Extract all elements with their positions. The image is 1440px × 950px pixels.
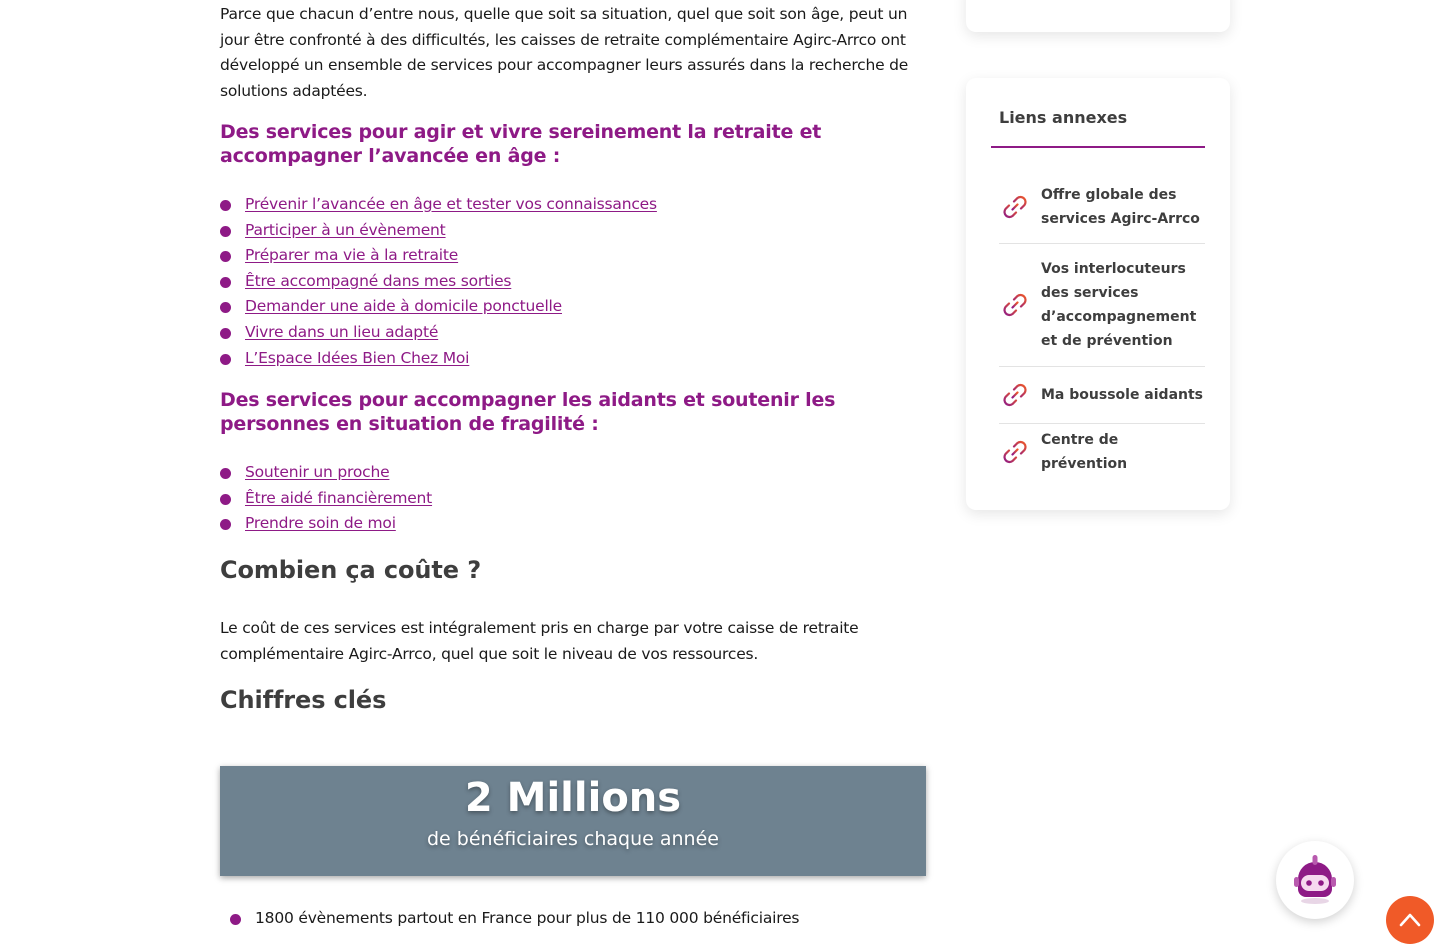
link-prendre-soin[interactable]: Prendre soin de moi <box>245 514 396 533</box>
chatbot-button[interactable] <box>1276 841 1354 919</box>
list-item <box>220 320 657 346</box>
list-item <box>230 906 799 930</box>
fact-text: 1800 évènements partout en France pour plus de 110 000 bénéficiaires <box>255 909 800 927</box>
bullet-icon <box>220 519 231 530</box>
scroll-to-top-button[interactable] <box>1386 896 1434 944</box>
link-icon <box>999 289 1031 321</box>
section-title-retraite: Des services pour agir et vivre sereinement la retraite et accompagner l’avancée en âge : <box>220 121 822 167</box>
list-item <box>220 243 657 269</box>
cost-paragraph: Le coût de ces services est intégralement pris en charge par votre caisse de retraite complémentaire Agirc-Arrco, quel que soit le niveau de vos ressources. <box>220 619 859 663</box>
link-preparer[interactable]: Préparer ma vie à la retraite <box>245 246 459 265</box>
key-figure-label: de bénéficiaires chaque année <box>427 828 719 850</box>
annex-links-title: Liens annexes <box>999 108 1128 127</box>
annex-link-label: Centre de prévention <box>1041 432 1128 472</box>
annex-link-interlocuteurs[interactable] <box>999 244 1205 367</box>
link-aide-financiere[interactable]: Être aidé financièrement <box>245 488 433 507</box>
link-espace-idees[interactable]: L’Espace Idées Bien Chez Moi <box>245 348 470 367</box>
intro-paragraph: Parce que chacun d’entre nous, quelle que soit sa situation, quel que soit son âge, peut un jour être confronté à des difficultés, les caisses de retraite complémentaire Agirc-Arrco ont développé un ensemble de services pour accompagner leurs assurés dans la recherche de solutions adaptées. <box>220 5 909 100</box>
services-list-aidants <box>220 460 432 537</box>
link-soutenir-proche[interactable]: Soutenir un proche <box>245 463 390 481</box>
key-figure-box <box>220 766 926 876</box>
link-aide-domicile[interactable]: Demander une aide à domicile ponctuelle <box>245 297 562 316</box>
list-item <box>220 192 657 218</box>
chevron-up-icon <box>1398 908 1422 932</box>
list-item <box>220 460 432 486</box>
annex-links-card <box>966 78 1230 510</box>
bullet-icon <box>220 302 231 313</box>
link-sorties[interactable]: Être accompagné dans mes sorties <box>245 271 512 290</box>
services-list-retraite <box>220 192 657 371</box>
annex-link-boussole-aidants[interactable] <box>999 367 1205 424</box>
link-icon <box>999 436 1031 468</box>
list-item <box>220 486 432 512</box>
link-lieu-adapte[interactable]: Vivre dans un lieu adapté <box>245 322 439 341</box>
key-figure-value: 2 Millions <box>464 775 682 821</box>
list-item <box>220 346 657 372</box>
annex-link-label: Ma boussole aidants <box>1041 387 1204 403</box>
bullet-icon <box>220 200 231 211</box>
title-underline <box>991 146 1205 148</box>
annex-link-offre-globale[interactable] <box>999 170 1205 244</box>
facts-list <box>230 906 799 930</box>
list-item <box>220 511 432 537</box>
annex-link-label: Vos interlocuteurs des services d’accompagnement et de prévention <box>1041 261 1197 349</box>
bullet-icon <box>220 468 231 479</box>
cost-heading: Combien ça coûte ? <box>220 556 482 584</box>
sidebar-card-previous <box>966 0 1230 32</box>
section-title-aidants: Des services pour accompagner les aidants et soutenir les personnes en situation de fragilité : <box>220 389 836 435</box>
bullet-icon <box>220 226 231 237</box>
annex-link-label: Offre globale des services Agirc-Arrco <box>1041 186 1200 227</box>
list-item <box>220 294 657 320</box>
list-item <box>220 269 657 295</box>
link-icon <box>999 191 1031 223</box>
key-figures-heading: Chiffres clés <box>220 686 387 714</box>
bullet-icon <box>220 251 231 262</box>
chatbot-icon <box>1289 853 1341 905</box>
bullet-icon <box>220 277 231 288</box>
link-prevenir[interactable]: Prévenir l’avancée en âge et tester vos connaissances <box>245 195 657 213</box>
bullet-icon <box>230 914 241 925</box>
bullet-icon <box>220 494 231 505</box>
link-evenement[interactable]: Participer à un évènement <box>245 220 446 239</box>
bullet-icon <box>220 354 231 365</box>
annex-link-centre-prevention[interactable] <box>999 424 1205 480</box>
list-item <box>220 218 657 244</box>
bullet-icon <box>220 328 231 339</box>
link-icon <box>999 379 1031 411</box>
